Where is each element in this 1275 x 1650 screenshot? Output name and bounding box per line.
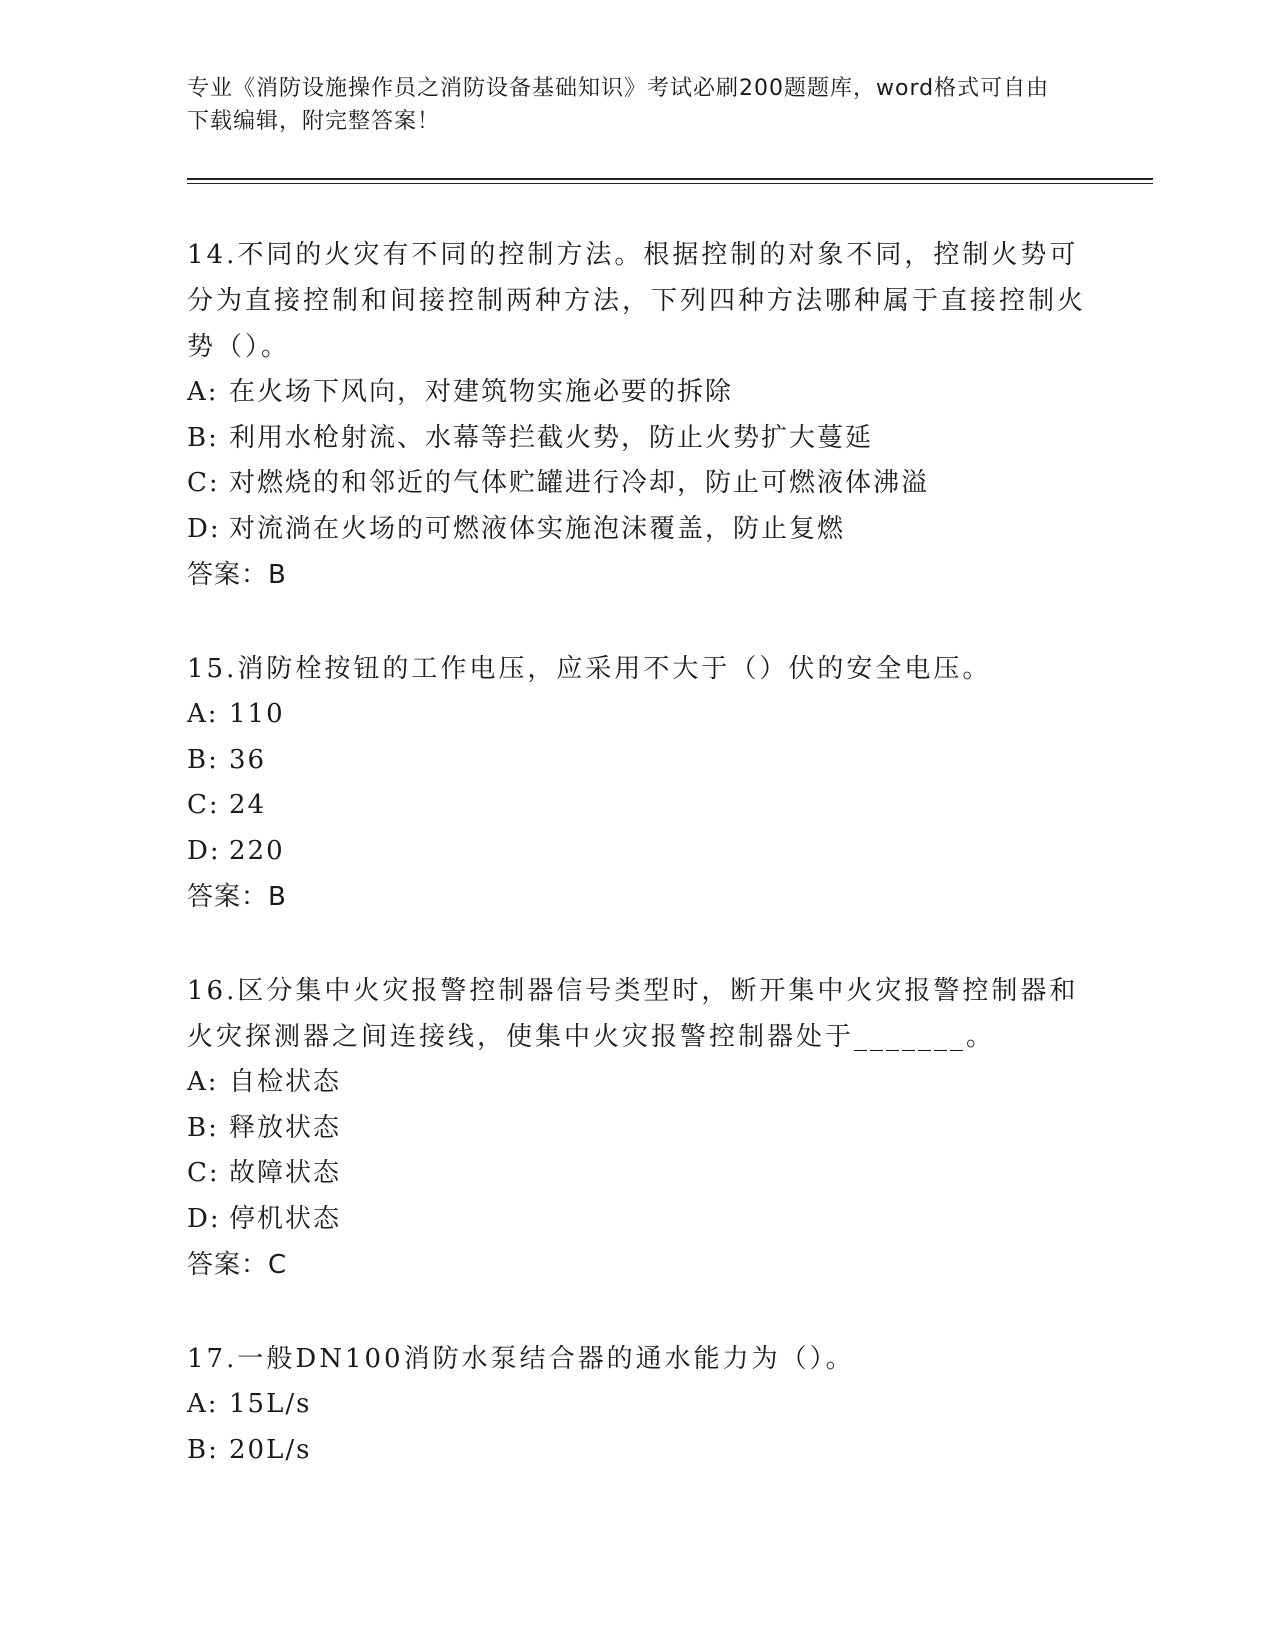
option-text: 220 bbox=[229, 835, 285, 866]
document-header: 专业《消防设施操作员之消防设备基础知识》考试必刷200题题库，word格式可自由下载编辑，附完整答案！ bbox=[187, 76, 1050, 134]
option-text: 对流淌在火场的可燃液体实施泡沫覆盖，防止复燃 bbox=[229, 513, 846, 544]
option-letter: A: bbox=[187, 699, 219, 729]
option-letter: C: bbox=[187, 1158, 220, 1188]
option-b bbox=[187, 1428, 1087, 1474]
option-text: 停机状态 bbox=[229, 1203, 342, 1234]
option-a bbox=[187, 1382, 1087, 1428]
option-a bbox=[187, 370, 1087, 416]
option-a bbox=[187, 692, 1087, 738]
option-d bbox=[187, 1197, 1087, 1243]
option-text: 利用水枪射流、水幕等拦截火势，防止火势扩大蔓延 bbox=[229, 422, 874, 453]
header-rule-thick bbox=[187, 178, 1153, 180]
option-letter: A: bbox=[187, 1067, 219, 1097]
question-17 bbox=[187, 1336, 1087, 1473]
question-stem: 17.一般DN100消防水泵结合器的通水能力为（）。 bbox=[187, 1344, 855, 1374]
option-b bbox=[187, 416, 1087, 462]
option-letter: B: bbox=[187, 744, 219, 775]
option-text: 释放状态 bbox=[229, 1112, 342, 1143]
option-letter: C: bbox=[187, 468, 220, 498]
question-stem: 15.消防栓按钮的工作电压，应采用不大于（）伏的安全电压。 bbox=[187, 654, 992, 684]
option-text: 对燃烧的和邻近的气体贮罐进行冷却，防止可燃液体沸溢 bbox=[229, 468, 930, 498]
answer-line: 答案：B bbox=[187, 560, 287, 590]
option-c bbox=[187, 783, 1087, 829]
option-c bbox=[187, 1151, 1087, 1197]
option-b bbox=[187, 1106, 1087, 1152]
option-text: 15L/s bbox=[229, 1389, 312, 1419]
option-letter: B: bbox=[187, 1434, 219, 1465]
option-letter: D: bbox=[187, 1203, 221, 1234]
option-text: 36 bbox=[229, 744, 267, 775]
option-text: 110 bbox=[229, 699, 285, 729]
question-stem: 14.不同的火灾有不同的控制方法。根据控制的对象不同，控制火势可分为直接控制和间接控制两种方法，下列四种方法哪种属于直接控制火势（）。 bbox=[187, 240, 1087, 362]
option-letter: C: bbox=[187, 790, 220, 820]
option-text: 自检状态 bbox=[229, 1067, 342, 1097]
option-text: 在火场下风向，对建筑物实施必要的拆除 bbox=[229, 377, 734, 407]
option-c bbox=[187, 461, 1087, 507]
question-15 bbox=[187, 646, 1087, 921]
question-list bbox=[187, 232, 1087, 1520]
option-text: 故障状态 bbox=[229, 1158, 342, 1188]
question-14 bbox=[187, 232, 1087, 599]
option-text: 24 bbox=[229, 790, 267, 820]
question-16 bbox=[187, 968, 1087, 1289]
option-d bbox=[187, 829, 1087, 875]
option-letter: D: bbox=[187, 513, 221, 544]
answer-line: 答案：C bbox=[187, 1250, 288, 1280]
option-b bbox=[187, 738, 1087, 784]
header-rule-thin bbox=[187, 183, 1153, 184]
question-stem: 16.区分集中火灾报警控制器信号类型时，断开集中火灾报警控制器和火灾探测器之间连接线，使集中火灾报警控制器处于_______。 bbox=[187, 976, 1079, 1052]
option-d bbox=[187, 507, 1087, 553]
option-letter: B: bbox=[187, 1112, 219, 1143]
option-text: 20L/s bbox=[229, 1434, 312, 1465]
option-letter: A: bbox=[187, 1389, 219, 1419]
option-a bbox=[187, 1060, 1087, 1106]
option-letter: D: bbox=[187, 835, 221, 866]
option-letter: B: bbox=[187, 422, 219, 453]
answer-line: 答案：B bbox=[187, 882, 287, 912]
option-letter: A: bbox=[187, 377, 219, 407]
